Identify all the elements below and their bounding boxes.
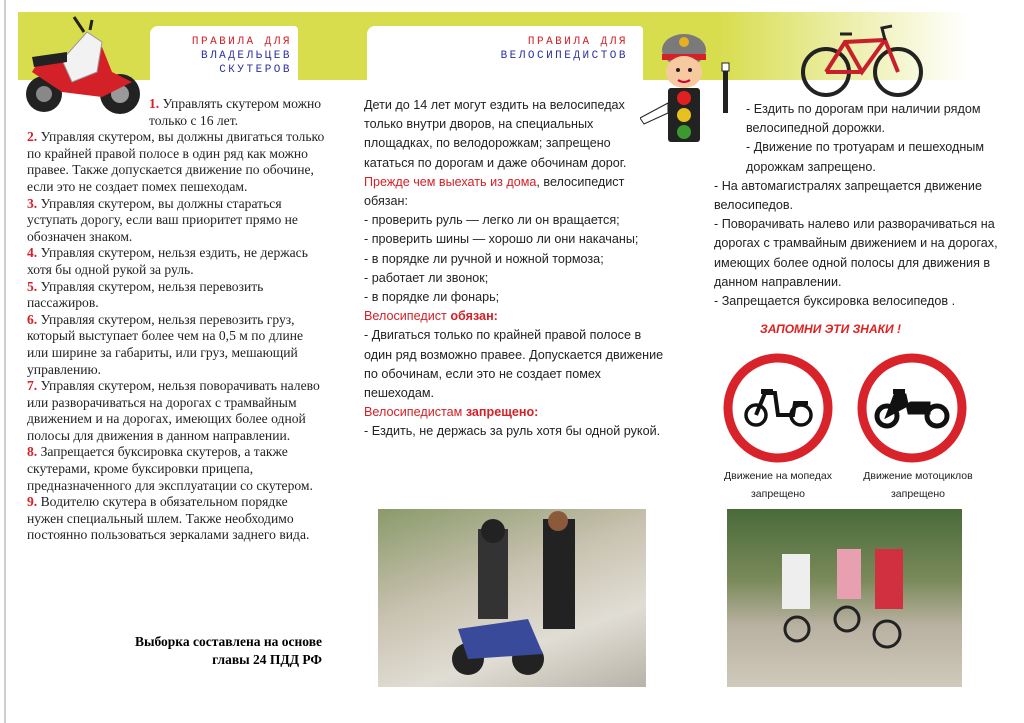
rule-number: 2. xyxy=(27,129,38,145)
title-line: ПРАВИЛА ДЛЯ xyxy=(527,36,628,48)
rule-text: Управляя скутером, нельзя ездить, не держась хотя бы одной рукой за руль. xyxy=(27,245,308,277)
no-motorcycles-caption xyxy=(843,467,993,503)
rule-item xyxy=(27,96,327,129)
rule-item xyxy=(27,245,327,278)
remember-signs-heading: ЗАПОМНИ ЭТИ ЗНАКИ ! xyxy=(760,322,901,336)
bicycle-section-title xyxy=(370,35,628,63)
before-leaving xyxy=(364,173,664,211)
scooter-rules-list xyxy=(27,96,327,544)
check-item: - в порядке ли ручной и ножной тормоза; xyxy=(364,251,604,266)
heading-part: Велосипедист xyxy=(364,309,451,324)
title-line: ПРАВИЛА ДЛЯ xyxy=(191,36,292,48)
rule-text: Управляя скутером, вы должны стараться уступать дорогу, если ваш приоритет прямо не обозначен знаком. xyxy=(27,195,298,244)
no-mopeds-sign-icon xyxy=(723,353,833,463)
intro-text: Дети до 14 лет могут ездить на велосипедах только внутри дворов, на специальных площадках, по велодорожкам; запрещено кататься по дорогам и даже обочинам дорог. xyxy=(364,98,627,170)
scooter-section-title xyxy=(150,35,292,77)
rule-item xyxy=(27,312,327,378)
rule-item xyxy=(27,378,327,444)
before-heading: Прежде чем выехать из дома xyxy=(364,174,537,189)
forbidden-heading xyxy=(364,403,664,422)
caption-line: Движение мотоциклов xyxy=(863,470,973,482)
rule-number: 7. xyxy=(27,378,38,394)
rule-item xyxy=(27,444,327,494)
rule-number: 9. xyxy=(27,494,38,510)
rule-item xyxy=(27,279,327,312)
rule-number: 1. xyxy=(149,96,160,111)
rule-text: Управляя скутером, нельзя поворачивать налево или разворачиваться на дорогах с трамвайным движением и на дорогах, имеющих более одной полосы для движения в данном направлении. xyxy=(27,378,320,443)
check-item: - проверить шины — хорошо ли они накачаны; xyxy=(364,232,639,247)
source-note xyxy=(60,633,322,669)
heading-part: Велосипедистам xyxy=(364,405,466,420)
forbidden-text: - Ездить, не держась за руль хотя бы одной рукой. xyxy=(364,424,661,439)
heading-part: запрещено: xyxy=(465,405,539,420)
rule-item: - Движение по тротуарам и пешеходным дорожкам запрещено. xyxy=(746,140,985,174)
rule-text: Водителю скутера в обязательном порядке нужен специальный шлем. Также необходимо постоянно пользоваться зеркалами заднего вида. xyxy=(27,494,310,543)
caption-line: Движение на мопедах xyxy=(724,470,832,482)
title-line: СКУТЕРОВ xyxy=(219,64,292,76)
rule-text: Управляя скутером, вы должны двигаться только по крайней правой полосе в один ряд как можно правее. Также допускается движение по обочине, если это не создает помех пешеходам. xyxy=(27,129,325,194)
caption-line: запрещено xyxy=(750,488,806,500)
boys-with-scooter-photo xyxy=(378,509,646,687)
rule-text: Управляя скутером, нельзя перевозить груз, который выступает более чем на 0,5 м по длине или ширине за габариты, или груз, мешающий управлению. xyxy=(27,311,304,377)
page-edge xyxy=(4,0,6,723)
rule-item xyxy=(27,196,327,246)
rule-number: 4. xyxy=(27,245,38,261)
check-item: - проверить руль — легко ли он вращается; xyxy=(364,213,620,228)
rule-number: 5. xyxy=(27,278,38,294)
rule-text: Управляя скутером, нельзя перевозить пассажиров. xyxy=(27,278,264,311)
heading-part: обязан: xyxy=(450,309,498,324)
no-motorcycles-sign-icon xyxy=(857,353,967,463)
rule-item: - Ездить по дорогам при наличии рядом велосипедной дорожки. xyxy=(746,102,981,136)
check-item: - работает ли звонок; xyxy=(364,270,489,285)
rule-number: 6. xyxy=(27,311,38,327)
source-line: Выборка составлена на основе xyxy=(134,634,322,649)
caption-line: запрещено xyxy=(890,488,946,500)
before-text: , велосипедист обязан: xyxy=(364,174,625,209)
source-line: главы 24 ПДД РФ xyxy=(212,652,322,667)
bicycle-rules-main xyxy=(364,96,664,442)
children-cycling-photo xyxy=(727,509,962,687)
must-heading xyxy=(364,307,664,326)
rule-number: 3. xyxy=(27,195,38,211)
rule-item xyxy=(27,129,327,195)
bicycle-rules-extra xyxy=(714,100,1004,311)
must-text: - Двигаться только по крайней правой полосе в один ряд возможно правее. Допускается движение по обочинам, если это не создает помех пешеходам. xyxy=(364,328,664,401)
check-item: - в порядке ли фонарь; xyxy=(364,290,500,305)
rule-item: - Запрещается буксировка велосипедов . xyxy=(714,294,956,309)
title-line: ВЕЛОСИПЕДИСТОВ xyxy=(500,50,628,62)
bicycle-image xyxy=(800,22,925,100)
rule-item: - На автомагистралях запрещается движение велосипедов. xyxy=(714,178,982,213)
rule-item: - Поворачивать налево или разворачиваться на дорогах с трамвайным движением и на дорогах, имеющих более одной полосы для движения в данном направлении. xyxy=(714,217,998,289)
rule-text: Управлять скутером можно только с 16 лет. xyxy=(149,96,322,128)
rule-text: Запрещается буксировка скутеров, а также скутерами, кроме буксировки прицепа, предназначенного для эксплуатации со скутером. xyxy=(27,444,313,493)
rule-number: 8. xyxy=(27,444,38,460)
no-mopeds-caption xyxy=(703,467,853,503)
rule-item xyxy=(27,494,327,544)
title-line: ВЛАДЕЛЬЦЕВ xyxy=(200,50,292,62)
